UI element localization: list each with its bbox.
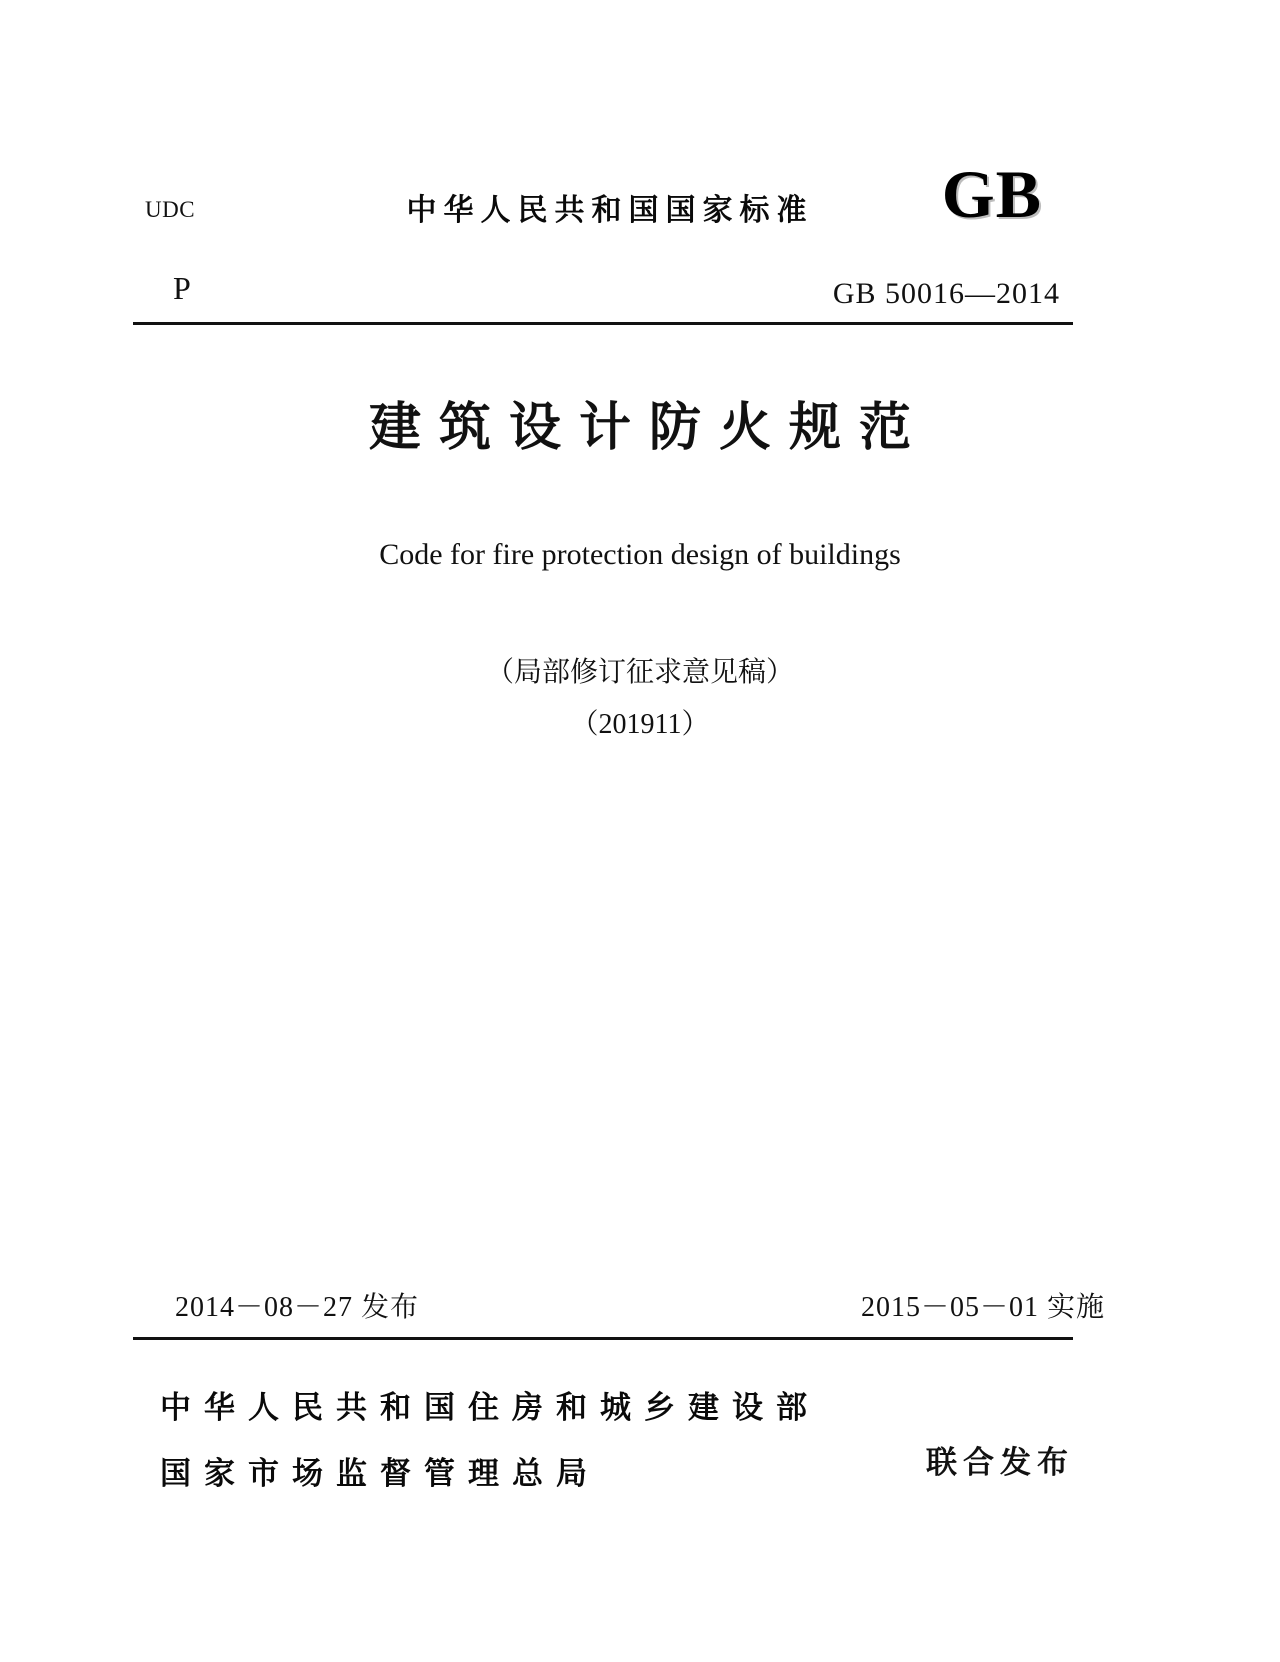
national-standard-title: 中华人民共和国国家标准 (406, 193, 814, 228)
page-title: 建筑设计防火规范 (368, 398, 929, 458)
issue-date: 2014－08－27 发布 (175, 1292, 420, 1323)
footer-divider (133, 1337, 1073, 1340)
page-title-english: Code for fire protection design of buildings (379, 538, 901, 571)
issuer-administration: 国家市场监督管理总局 (160, 1456, 600, 1492)
gb-logo: GB (941, 156, 1042, 232)
effective-date: 2015－05－01 实施 (860, 1292, 1105, 1323)
udc-label: UDC (145, 197, 196, 222)
classification-label: P (173, 270, 191, 306)
issuing-authorities (160, 1375, 1120, 1515)
cover-header (145, 155, 1070, 325)
joint-release-label: 联合发布 (926, 1445, 1074, 1481)
issuer-ministry: 中华人民共和国住房和城乡建设部 (160, 1390, 820, 1426)
revision-version: （201911） (570, 709, 710, 740)
standard-code-number: GB 50016—2014 (832, 277, 1060, 310)
header-divider (133, 322, 1073, 325)
revision-notice: （局部修订征求意见稿） (485, 657, 794, 688)
